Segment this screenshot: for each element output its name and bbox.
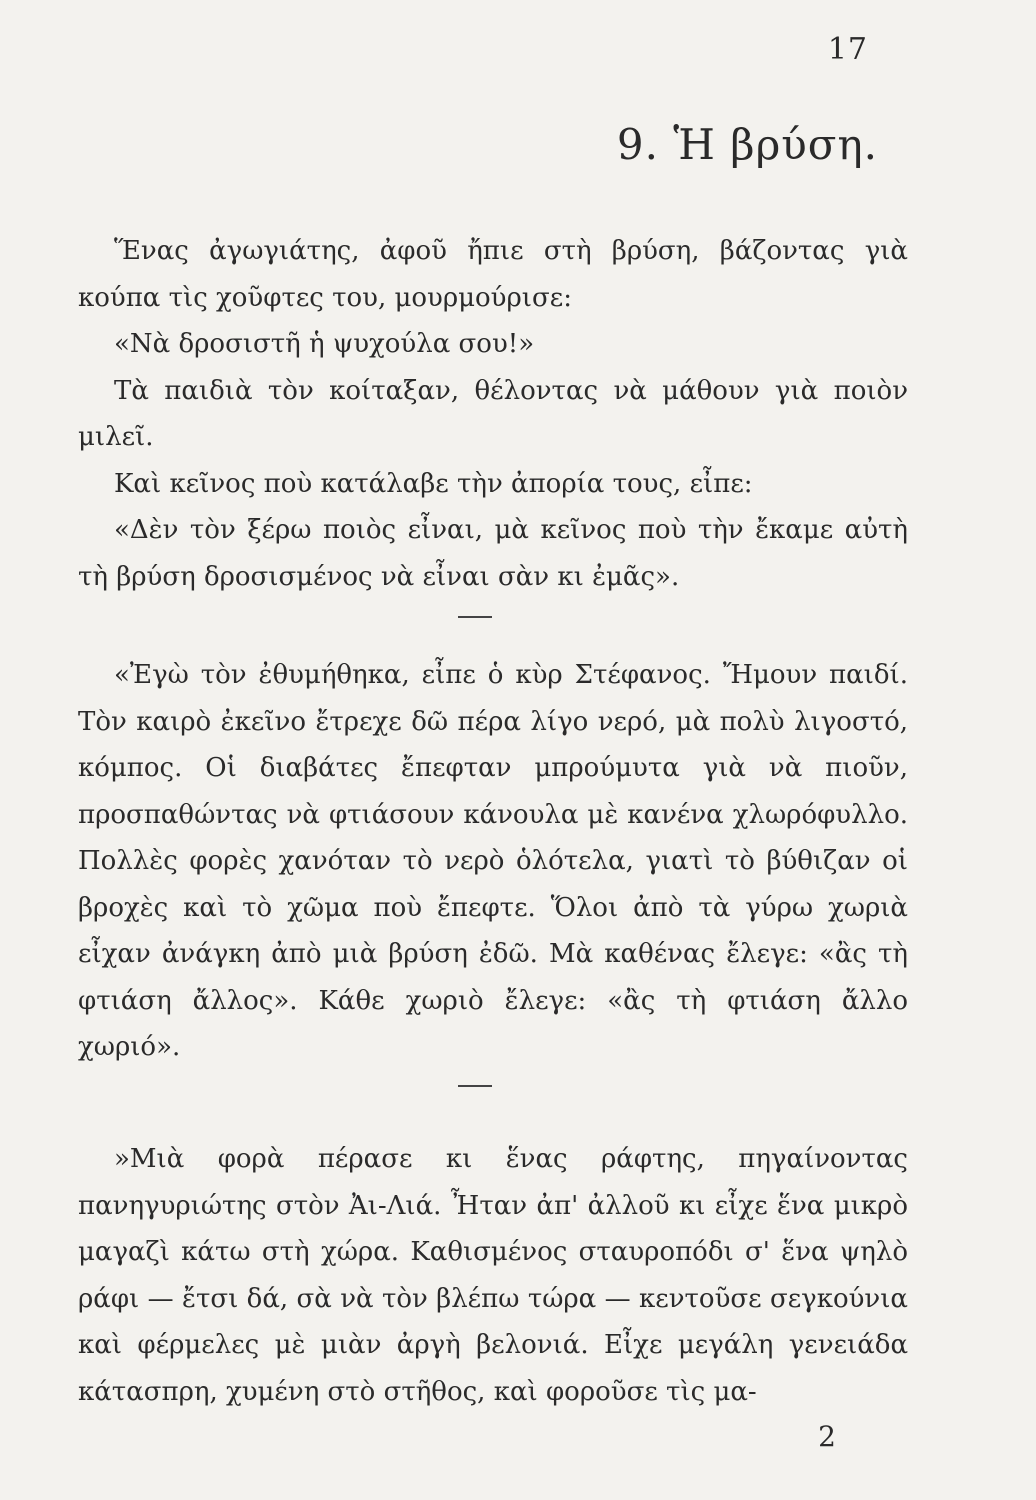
- paragraph: »Μιὰ φορὰ πέρασε κι ἕνας ράφτης, πηγαίνοντας πανηγυριώτης στὸν Ἀι-Λιά. Ἦταν ἀπ' ἀλλοῦ κι εἶχε ἕνα μικρὸ μαγαζὶ κάτω στὴ χώρα. Καθισμένος σταυροπόδι σ' ἕνα ψηλὸ ράφι — ἔτσι δά, σὰ νὰ τὸν βλέπω τώρα — κεντοῦσε σεγκούνια καὶ φέρμελες μὲ μιὰν ἀργὴ βελονιά. Εἶχε μεγάλη γενειάδα κάτασπρη, χυμένη στὸ στῆθος, καὶ φοροῦσε τὶς μα-: [78, 1144, 908, 1407]
- paragraph: Ἕνας ἀγωγιάτης, ἀφοῦ ἤπιε στὴ βρύση, βάζοντας γιὰ κούπα τὶς χοῦφτες του, μουρμούρισε:: [78, 236, 908, 313]
- section-one: [78, 228, 908, 600]
- section-three: [78, 1136, 908, 1415]
- paragraph: «Νὰ δροσιστῆ ἡ ψυχούλα σου!»: [114, 329, 535, 359]
- paragraph: «Ἐγὼ τὸν ἐθυμήθηκα, εἶπε ὁ κὺρ Στέφανος. Ἤμουν παιδί. Τὸν καιρὸ ἐκεῖνο ἔτρεχε δῶ πέρα λίγο νερό, μὰ πολὺ λιγοστό, κόμπος. Οἱ διαβάτες ἔπεφταν μπρούμυτα γιὰ νὰ πιοῦν, προσπαθώντας νὰ φτιάσουν κάνουλα μὲ κανένα χλωρόφυλλο. Πολλὲς φορὲς χανόταν τὸ νερὸ ὁλότελα, γιατὶ τὸ βύθιζαν οἱ βροχὲς καὶ τὸ χῶμα ποὺ ἔπεφτε. Ὅλοι ἀπὸ τὰ γύρω χωριὰ εἶχαν ἀνάγκη ἀπὸ μιὰ βρύση ἐδῶ. Μὰ καθένας ἔλεγε: «ἂς τὴ φτιάση ἄλλος». Κάθε χωριὸ ἔλεγε: «ἂς τὴ φτιάση ἄλλο χωριό».: [78, 660, 908, 1062]
- paragraph: Καὶ κεῖνος ποὺ κατάλαβε τὴν ἀπορία τους, εἶπε:: [114, 468, 753, 499]
- section-two: [78, 652, 908, 1071]
- signature-number: 2: [818, 1420, 836, 1453]
- paragraph: «Δὲν τὸν ξέρω ποιὸς εἶναι, μὰ κεῖνος ποὺ τὴν ἔκαμε αὐτὴ τὴ βρύση δροσισμένος νὰ εἶναι σὰν κι ἐμᾶς».: [78, 515, 908, 592]
- page-number: 17: [827, 32, 868, 67]
- section-divider: [458, 616, 492, 618]
- paragraph: Τὰ παιδιὰ τὸν κοίταξαν, θέλοντας νὰ μάθουν γιὰ ποιὸν μιλεῖ.: [78, 375, 908, 452]
- section-divider: [458, 1085, 492, 1087]
- chapter-title: 9. Ἡ βρύση.: [616, 120, 878, 169]
